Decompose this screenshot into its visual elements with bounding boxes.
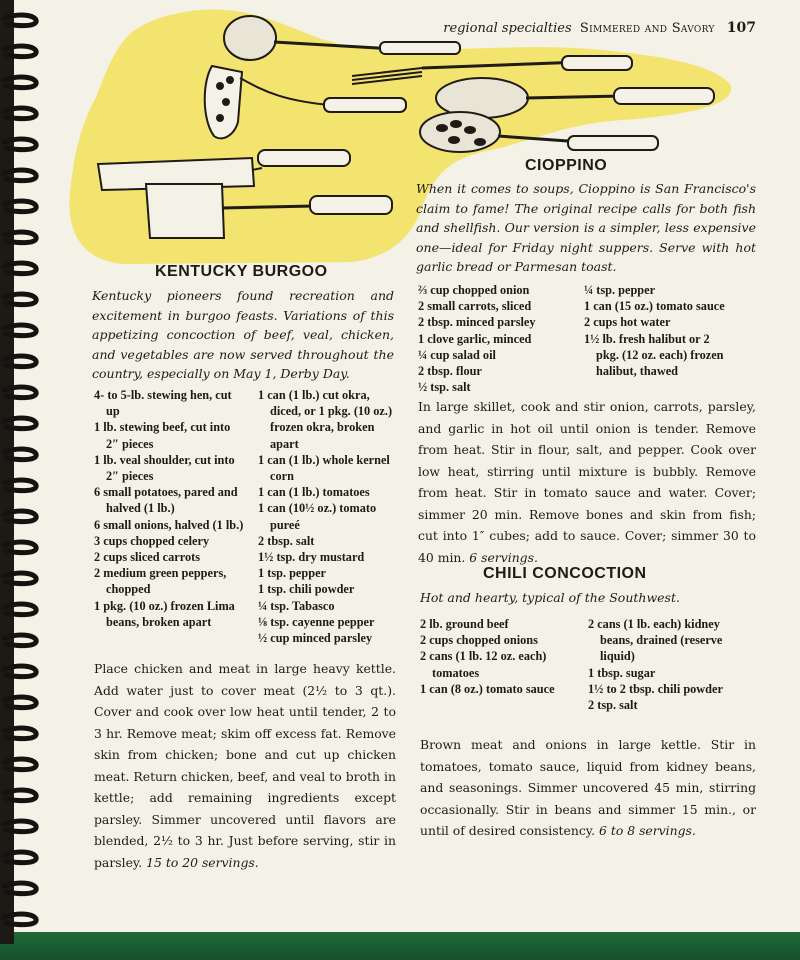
running-header <box>443 20 756 36</box>
yield: 6 servings. <box>469 549 538 565</box>
ingredient: 1 clove garlic, minced <box>418 331 532 346</box>
method-text: Brown meat and onions in large kettle. Stir in tomatoes, tomato sauce, liquid from kidney beans, and seasonings. Simmer uncovered 45 min, stirring occasionally. Stir in beans and simmer 15 min., or until of desired consistency. <box>420 737 756 838</box>
spiral-binding <box>0 0 40 944</box>
ingredient: 1 can (15 oz.) tomato sauce <box>584 299 725 314</box>
ingredient: 2 lb. ground beef <box>420 617 509 631</box>
page-number: 107 <box>726 20 756 36</box>
ingredient: 2 tbsp. flour <box>418 364 482 379</box>
ingredient: 6 small onions, halved (1 lb.) <box>94 517 244 532</box>
ingredient: 1 tsp. chili powder <box>258 582 355 597</box>
yield: 6 to 8 servings. <box>599 823 696 838</box>
ingredient: 1 can (10½ oz.) tomato pureé <box>258 501 377 532</box>
ingredient: 2 small carrots, sliced <box>418 299 532 314</box>
cioppino-intro: When it comes to soups, Cioppino is San Francisco's claim to fame! The original recipe calls for both fish and shellfish. Our version is a simpler, less expensive one—ideal for Friday night suppers. Serve with hot garlic bread or Parmesan toast. <box>416 181 756 274</box>
ingredient: 2 cans (1 lb. 12 oz. each) tomatoes <box>420 649 547 680</box>
ingredient: 1½ lb. fresh halibut or 2 pkg. (12 oz. each) frozen halibut, thawed <box>584 331 724 379</box>
cioppino-ingredients-left <box>418 282 588 395</box>
section-label: regional specialties <box>443 21 572 36</box>
ingredient: 2 cups sliced carrots <box>94 550 200 565</box>
burgoo-title: KENTUCKY BURGOO <box>155 263 328 280</box>
chili-ingredients-right <box>588 616 738 713</box>
ingredient: ½ cup minced parsley <box>258 631 373 646</box>
ingredient: 1 tbsp. sugar <box>588 665 656 680</box>
ingredient: 2 tbsp. minced parsley <box>418 315 536 330</box>
ingredient: 4- to 5-lb. stewing hen, cut up <box>94 388 232 419</box>
yield: 15 to 20 servings. <box>146 854 259 870</box>
burgoo-intro: Kentucky pioneers found recreation and excitement in burgoo feasts. Variations of this appetizing concoction of beef, veal, chicken, and vegetables are now served throughout the country, especially on May 1, Derby Day. <box>92 288 394 381</box>
book-cover-edge <box>0 932 800 960</box>
chili-intro: Hot and hearty, typical of the Southwest. <box>420 590 680 605</box>
ingredient: ½ tsp. salt <box>418 380 471 395</box>
chili-title: CHILI CONCOCTION <box>483 565 647 582</box>
ingredient: ¼ tsp. Tabasco <box>258 598 335 613</box>
ingredient: 2 tsp. salt <box>588 698 638 713</box>
method-text: In large skillet, cook and stir onion, carrots, parsley, and garlic in hot oil until onion is tender. Remove from heat. Stir in flour, salt, and pepper. Cook over low heat, stirring until mixture is bubbly. Remove from heat. Stir in tomato sauce and water. Cover; simmer 20 min. Remove bones and skin from fish; cut into 1″ cubes; add to sauce. Cover; simmer 30 to 40 min. <box>418 399 756 565</box>
ingredient: 1 lb. veal shoulder, cut into 2″ pieces <box>94 452 235 484</box>
chapter-label: Simmered and Savory <box>579 21 715 36</box>
ingredient: 3 cups chopped celery <box>94 533 210 548</box>
ingredient: ¼ tsp. pepper <box>584 283 656 297</box>
burgoo-ingredients-left <box>94 387 246 630</box>
ingredient: 1½ tsp. dry mustard <box>258 550 365 565</box>
ingredient: 1 pkg. (10 oz.) frozen Lima beans, broken apart <box>94 598 235 629</box>
ingredient: 2 cups hot water <box>584 315 671 330</box>
burgoo-ingredients-right <box>258 387 400 646</box>
cioppino-title: CIOPPINO <box>525 157 608 174</box>
ingredient: 1 tsp. pepper <box>258 566 326 581</box>
ingredient: ⅛ tsp. cayenne pepper <box>258 614 375 629</box>
method-text: Place chicken and meat in large heavy kettle. Add water just to cover meat (2½ to 3 qt.). Cover and cook over low heat until tender, 2 to 3 hr. Remove meat; skim off excess fat. Remove skin from chicken; bone and cut up chicken meat. Return chicken, beef, and veal to broth in kettle; add remaining ingredients except parsley. Simmer uncovered until flavors are blended, 2½ to 3 hr. Just before serving, stir in parsley. <box>94 661 396 870</box>
ingredient: 6 small potatoes, pared and halved (1 lb.) <box>94 485 238 516</box>
ingredient: 1 can (1 lb.) cut okra, diced, or 1 pkg. (10 oz.) frozen okra, broken apart <box>258 388 393 451</box>
ingredient: ¼ cup salad oil <box>418 347 496 362</box>
ingredient: 1 can (8 oz.) tomato sauce <box>420 681 555 696</box>
cioppino-method <box>418 396 756 568</box>
ingredient: 1 can (1 lb.) whole kernel corn <box>258 452 390 484</box>
ingredient: 2 cans (1 lb. each) kidney beans, drained (reserve liquid) <box>588 617 723 664</box>
ingredient: ⅔ cup chopped onion <box>418 283 530 297</box>
ingredient: 2 medium green peppers, chopped <box>94 566 227 597</box>
ingredient: 2 cups chopped onions <box>420 633 538 648</box>
ingredient: 1 can (1 lb.) tomatoes <box>258 485 370 500</box>
ingredient: 1½ to 2 tbsp. chili powder <box>588 681 723 696</box>
ingredient: 1 lb. stewing beef, cut into 2″ pieces <box>94 420 231 451</box>
ingredient: 2 tbsp. salt <box>258 533 315 548</box>
burgoo-method <box>94 658 396 873</box>
chili-ingredients-left <box>420 616 585 697</box>
cioppino-ingredients-right <box>584 282 734 379</box>
chili-method <box>420 734 756 842</box>
